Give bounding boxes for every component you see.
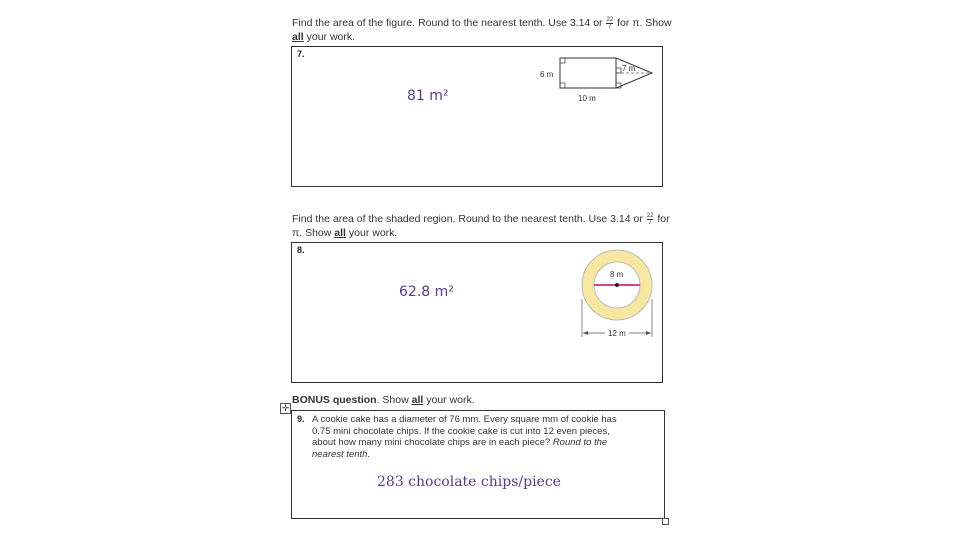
q7-label-triangle: 7 m	[622, 64, 636, 73]
q8-frac-num: 22	[646, 212, 654, 219]
bonus-answer: 283 chocolate chips/piece	[377, 474, 561, 490]
bonus-heading-bold: BONUS question	[292, 394, 377, 406]
q7-label-height: 6 m	[540, 70, 554, 79]
bonus-line-1: A cookie cake has a diameter of 76 mm. Every square mm of cookie has	[312, 414, 617, 425]
table-move-handle-icon[interactable]: ✛	[281, 403, 290, 413]
q7-answer: 81 m²	[407, 88, 449, 104]
q7-show-all: all	[292, 31, 304, 43]
bonus-line-4-italic: nearest tenth.	[312, 448, 371, 460]
q8-label-inner: 8 m	[610, 270, 624, 279]
bonus-heading	[292, 393, 475, 407]
bonus-show-all: all	[411, 394, 424, 406]
q7-frac-den: 7	[608, 23, 612, 30]
bonus-heading-rest-1: . Show	[376, 394, 409, 406]
q8-label-outer: 12 m	[608, 329, 626, 338]
q7-instruction-text-3: your work.	[306, 31, 356, 43]
q8-dim-arrow-left	[583, 331, 588, 335]
q7-instruction-text: Find the area of the figure. Round to the nearest tenth. Use 3.14 or	[292, 17, 603, 29]
q8-instruction-text-2: for	[657, 213, 670, 225]
q7-rectangle	[560, 58, 616, 88]
q8-answer: 62.8 m²	[399, 284, 454, 300]
q8-answer-box[interactable]	[291, 242, 663, 383]
q8-dim-arrow-right	[646, 331, 651, 335]
table-resize-handle[interactable]	[662, 518, 669, 525]
bonus-line-2: 0.75 mini chocolate chips. If the cookie cake is cut into 12 even pieces,	[312, 425, 610, 437]
q8-instruction-text-4: your work.	[348, 227, 398, 239]
q8-center-dot	[615, 283, 619, 287]
q8-fraction	[647, 213, 654, 226]
bonus-question-text	[312, 414, 657, 460]
bonus-number: 9.	[297, 414, 305, 424]
q7-instruction-text-2: for π. Show	[617, 17, 672, 29]
q7-label-width: 10 m	[578, 94, 596, 103]
bonus-answer-box[interactable]	[291, 410, 665, 519]
q7-instructions	[292, 16, 672, 44]
q8-instructions	[292, 212, 672, 240]
bonus-line-3-italic: Round to the	[552, 437, 608, 448]
q8-number: 8.	[297, 245, 305, 255]
bonus-line-3: about how many mini chocolate chips are in each piece?	[312, 437, 551, 448]
q7-frac-num: 22	[606, 16, 614, 23]
q8-show-all: all	[334, 227, 346, 239]
q8-instruction-text-3: π. Show	[292, 227, 332, 239]
q7-fraction	[606, 17, 613, 30]
q8-frac-den: 7	[648, 219, 652, 226]
q7-answer-box[interactable]	[291, 46, 663, 187]
q7-number: 7.	[297, 49, 305, 59]
bonus-heading-rest-2: your work.	[426, 394, 475, 406]
q8-instruction-text: Find the area of the shaded region. Round to the nearest tenth. Use 3.14 or	[292, 213, 643, 225]
